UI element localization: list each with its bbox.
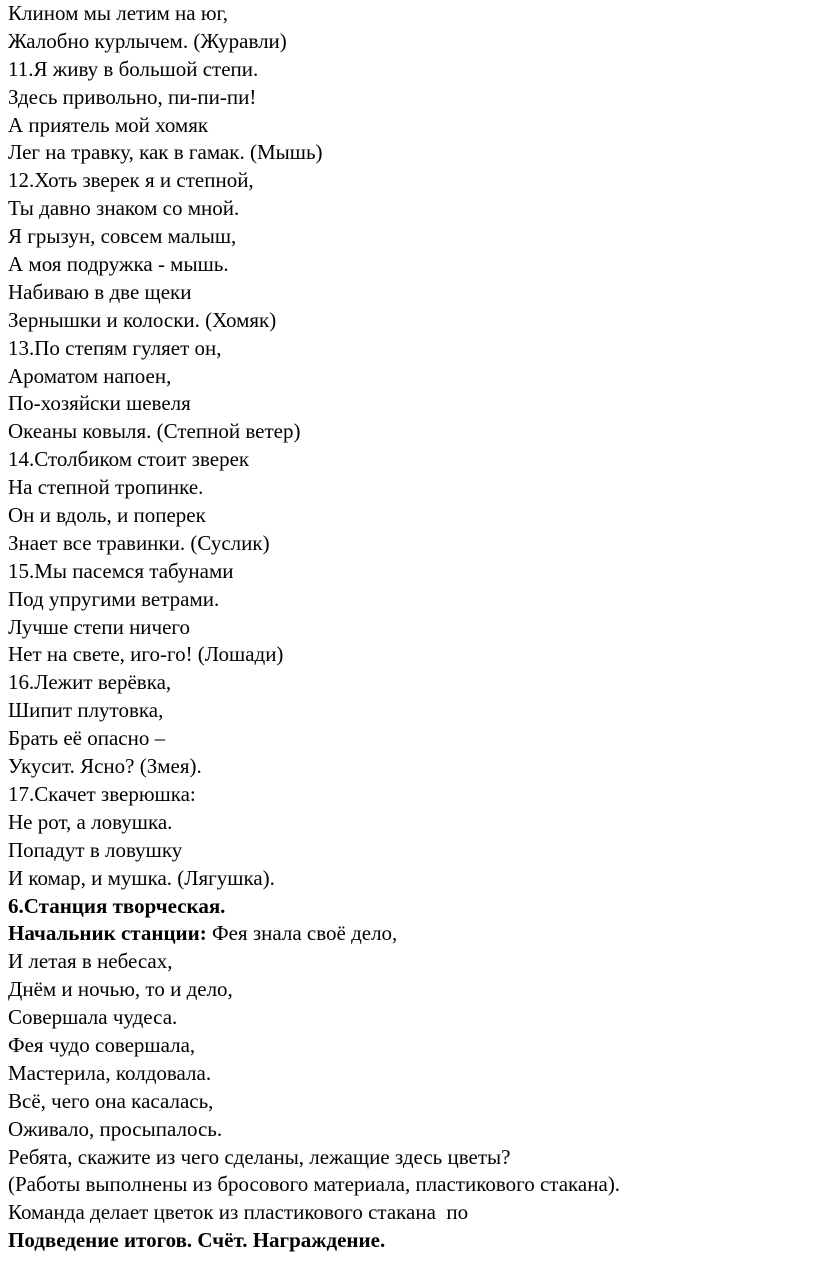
text-line: Ты давно знаком со мной. xyxy=(8,196,240,221)
text-line: Укусит. Ясно? (Змея). xyxy=(8,754,202,779)
text-line: Под упругими ветрами. xyxy=(8,586,220,611)
text-line: Днём и ночью, то и дело, xyxy=(8,977,233,1002)
answer-line: (Работы выполнены из бросового материала, пластикового стакана). xyxy=(8,1172,621,1197)
text-line: Ароматом напоен, xyxy=(8,363,172,388)
riddle-15-line: 15.Мы пасемся табунами xyxy=(8,558,234,583)
question-line: Ребята, скажите из чего сделаны, лежащие здесь цветы? xyxy=(8,1144,511,1169)
text-line: Всё, чего она касалась, xyxy=(8,1088,214,1113)
text-line: Не рот, а ловушка. xyxy=(8,809,173,834)
text-line: Фея чудо совершала, xyxy=(8,1032,196,1057)
text-line: А приятель мой хомяк xyxy=(8,112,209,137)
text-line: Шипит плутовка, xyxy=(8,698,164,723)
text-line: Попадут в ловушку xyxy=(8,837,183,862)
text-line: Знает все травинки. (Суслик) xyxy=(8,530,270,555)
text-line: Здесь привольно, пи-пи-пи! xyxy=(8,84,257,109)
riddle-14-line: 14.Столбиком стоит зверек xyxy=(8,447,250,472)
final-heading: Подведение итогов. Счёт. Награждение. xyxy=(8,1228,386,1253)
speaker-label: Начальник станции: xyxy=(8,921,207,946)
riddle-13-line: 13.По степям гуляет он, xyxy=(8,335,222,360)
riddle-12-line: 12.Хоть зверек я и степной, xyxy=(8,168,254,193)
text-line: По-хозяйски шевеля xyxy=(8,391,191,416)
text-line: Я грызун, совсем малыш, xyxy=(8,224,237,249)
text-line: Жалобно курлычем. (Журавли) xyxy=(8,28,287,53)
text-line: Зернышки и колоски. (Хомяк) xyxy=(8,307,277,332)
text-line: Совершала чудеса. xyxy=(8,1005,178,1030)
text-line: Нет на свете, иго-го! (Лошади) xyxy=(8,642,284,667)
text-line: И летая в небесах, xyxy=(8,949,173,974)
text-line: Мастерила, колдовала. xyxy=(8,1060,212,1085)
riddle-11-line: 11.Я живу в большой степи. xyxy=(8,56,259,81)
text-line: Лег на травку, как в гамак. (Мышь) xyxy=(8,140,323,165)
text-line: Клином мы летим на юг, xyxy=(8,1,228,25)
text-line: Брать её опасно – xyxy=(8,726,166,751)
text-line: Океаны ковыля. (Степной ветер) xyxy=(8,419,301,444)
text-line: Лучше степи ничего xyxy=(8,614,191,639)
text-line: Команда делает цветок из пластикового стакана по xyxy=(8,1200,469,1225)
text-line: А моя подружка - мышь. xyxy=(8,252,229,277)
text-line: Набиваю в две щеки xyxy=(8,279,192,304)
text-line: На степной тропинке. xyxy=(8,475,204,500)
text-line: И комар, и мушка. (Лягушка). xyxy=(8,865,275,890)
speaker-text: Фея знала своё дело, xyxy=(206,921,398,946)
riddle-16-line: 16.Лежит верёвка, xyxy=(8,670,172,695)
text-line: Оживало, просыпалось. xyxy=(8,1116,223,1141)
speaker-line xyxy=(8,920,816,948)
station-heading: 6.Станция творческая. xyxy=(8,893,226,918)
text-line: Он и вдоль, и поперек xyxy=(8,503,206,528)
riddle-17-line: 17.Скачет зверюшка: xyxy=(8,781,196,806)
